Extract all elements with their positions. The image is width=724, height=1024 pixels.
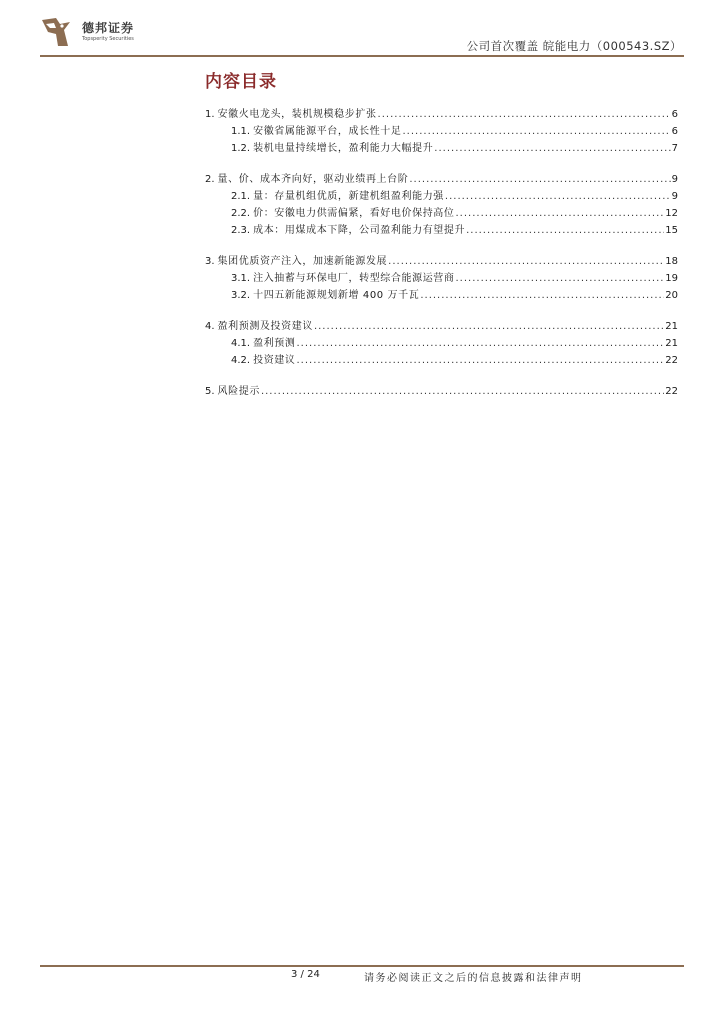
company-logo — [40, 16, 140, 50]
toc-section-3 — [205, 253, 678, 304]
toc-entry-page: 7 — [671, 143, 678, 154]
toc-dot-leader — [420, 287, 664, 304]
toc-entry[interactable] — [205, 222, 678, 239]
toc-entry-page: 18 — [665, 256, 678, 267]
toc-dot-leader — [466, 222, 664, 239]
toc-entry-number: 4.1. — [231, 338, 251, 349]
toc-entry-title: 投资建议 — [253, 355, 296, 366]
table-of-contents — [205, 106, 678, 414]
toc-dot-leader — [445, 188, 671, 205]
toc-section-4 — [205, 318, 678, 369]
toc-entry-number: 1. — [205, 109, 215, 120]
toc-entry-title: 盈利预测 — [253, 338, 296, 349]
toc-entry-title: 安徽火电龙头，装机规模稳步扩张 — [217, 109, 377, 120]
toc-dot-leader — [261, 383, 664, 400]
toc-entry-page: 6 — [671, 126, 678, 137]
toc-entry-title: 风险提示 — [217, 386, 260, 397]
toc-entry[interactable] — [205, 352, 678, 369]
toc-entry-title: 注入抽蓄与环保电厂，转型综合能源运营商 — [253, 273, 455, 284]
toc-entry-number: 1.2. — [231, 143, 251, 154]
toc-entry-page: 22 — [665, 355, 678, 366]
toc-entry-number: 1.1. — [231, 126, 251, 137]
toc-dot-leader — [434, 140, 670, 157]
toc-dot-leader — [409, 171, 670, 188]
logo-name-cn: 德邦证券 — [82, 21, 135, 35]
header-divider — [40, 55, 684, 57]
toc-entry-number: 2.2. — [231, 208, 251, 219]
toc-entry[interactable] — [205, 205, 678, 222]
toc-entry-page: 12 — [665, 208, 678, 219]
toc-entry-page: 15 — [665, 225, 678, 236]
toc-dot-leader — [314, 318, 664, 335]
toc-entry-page: 9 — [671, 191, 678, 202]
toc-entry-page: 20 — [665, 290, 678, 301]
toc-section-2 — [205, 171, 678, 239]
toc-entry-number: 2.1. — [231, 191, 251, 202]
toc-entry-title: 价：安徽电力供需偏紧，看好电价保持高位 — [253, 208, 455, 219]
toc-entry-title: 盈利预测及投资建议 — [217, 321, 313, 332]
report-info: 公司首次覆盖 皖能电力（000543.SZ） — [466, 39, 682, 53]
toc-entry-number: 3.1. — [231, 273, 251, 284]
toc-entry[interactable] — [205, 188, 678, 205]
toc-entry-number: 4. — [205, 321, 215, 332]
toc-entry-page: 6 — [671, 109, 678, 120]
toc-entry-title: 安徽省属能源平台，成长性十足 — [253, 126, 402, 137]
toc-entry[interactable] — [205, 383, 678, 400]
toc-entry-page: 22 — [665, 386, 678, 397]
logo-mark-icon — [40, 16, 76, 48]
toc-entry-number: 2. — [205, 174, 215, 185]
toc-entry[interactable] — [205, 335, 678, 352]
footer-divider — [40, 965, 684, 967]
footer-disclaimer: 请务必阅读正文之后的信息披露和法律声明 — [364, 973, 583, 984]
toc-entry-title: 成本：用煤成本下降，公司盈利能力有望提升 — [253, 225, 466, 236]
toc-entry-page: 21 — [665, 321, 678, 332]
toc-entry-title: 集团优质资产注入，加速新能源发展 — [217, 256, 388, 267]
toc-entry[interactable] — [205, 140, 678, 157]
toc-entry-title: 量、价、成本齐向好，驱动业绩再上台阶 — [217, 174, 409, 185]
toc-entry[interactable] — [205, 318, 678, 335]
toc-entry[interactable] — [205, 253, 678, 270]
toc-entry-page: 19 — [665, 273, 678, 284]
toc-entry-number: 5. — [205, 386, 215, 397]
toc-entry[interactable] — [205, 123, 678, 140]
toc-entry-number: 4.2. — [231, 355, 251, 366]
toc-title: 内容目录 — [205, 72, 277, 92]
toc-dot-leader — [456, 270, 665, 287]
toc-dot-leader — [388, 253, 664, 270]
toc-section-5 — [205, 383, 678, 400]
toc-entry-page: 9 — [671, 174, 678, 185]
toc-dot-leader — [378, 106, 671, 123]
toc-section-1 — [205, 106, 678, 157]
toc-dot-leader — [403, 123, 671, 140]
toc-entry-number: 3.2. — [231, 290, 251, 301]
toc-entry-number: 3. — [205, 256, 215, 267]
toc-entry-number: 2.3. — [231, 225, 251, 236]
toc-entry-title: 十四五新能源规划新增 400 万千瓦 — [253, 290, 420, 301]
toc-entry-page: 21 — [665, 338, 678, 349]
toc-entry[interactable] — [205, 171, 678, 188]
toc-entry[interactable] — [205, 106, 678, 123]
toc-entry[interactable] — [205, 287, 678, 304]
page-number: 3 / 24 — [291, 969, 320, 980]
toc-dot-leader — [456, 205, 665, 222]
toc-entry-title: 量：存量机组优质，新建机组盈利能力强 — [253, 191, 444, 202]
toc-dot-leader — [297, 335, 665, 352]
toc-entry-title: 装机电量持续增长，盈利能力大幅提升 — [253, 143, 434, 154]
toc-dot-leader — [297, 352, 665, 369]
toc-entry[interactable] — [205, 270, 678, 287]
logo-name-en: Topsperity Securities — [82, 36, 134, 42]
